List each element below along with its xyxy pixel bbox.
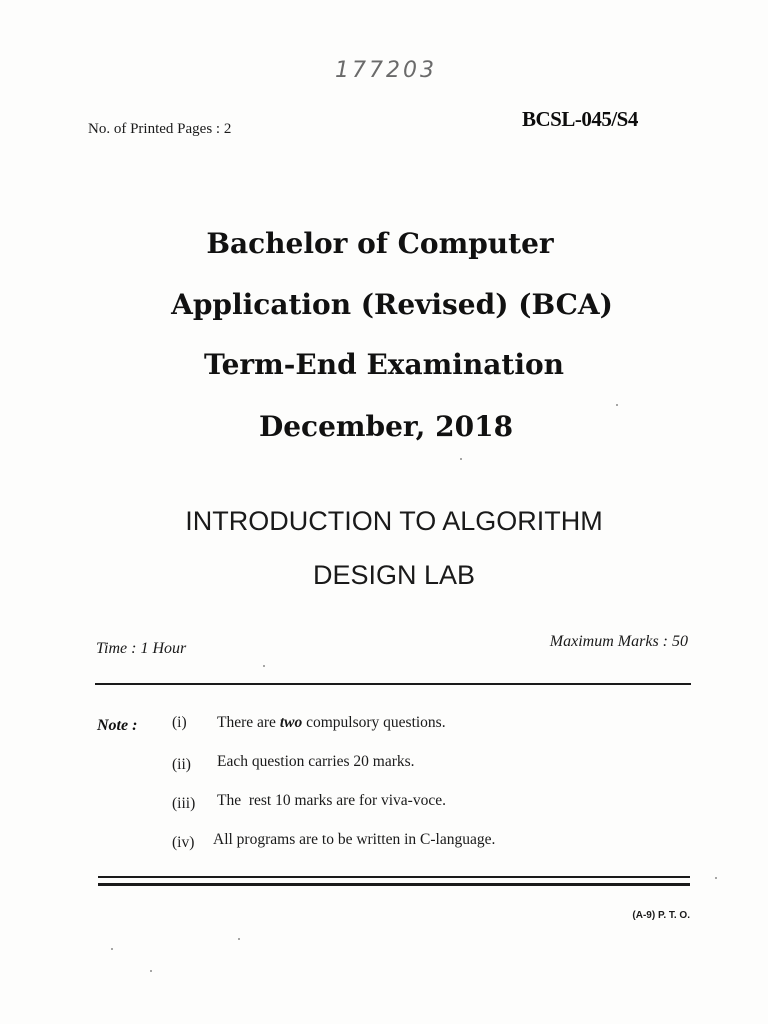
- exam-date: December, 2018: [258, 410, 514, 443]
- scan-speck: [715, 877, 717, 879]
- note-item-text: [217, 714, 446, 732]
- scan-speck: [616, 404, 618, 406]
- note-label: Note :: [97, 717, 138, 734]
- note-item-text: The rest 10 marks are for viva-voce.: [217, 792, 446, 809]
- scan-speck: [238, 938, 240, 940]
- title-line-1: Bachelor of Computer: [206, 227, 554, 260]
- note-item-number: (ii): [172, 756, 191, 773]
- divider-top: [95, 683, 691, 685]
- title-line-2: Application (Revised) (BCA): [171, 288, 613, 321]
- paper-code: BCSL-045/S4: [522, 107, 638, 131]
- note-item-number: (iv): [172, 834, 195, 851]
- scan-speck: [150, 970, 152, 972]
- note-item-number: (iii): [172, 795, 196, 812]
- divider-bottom-thin: [98, 876, 690, 878]
- note-item-text-pre: There are: [217, 714, 280, 731]
- handwritten-serial-number: 177203: [335, 58, 437, 83]
- subject-title-line-1: INTRODUCTION TO ALGORITHM: [185, 506, 603, 536]
- note-item-text-post: compulsory questions.: [302, 714, 446, 731]
- scan-speck: [263, 665, 265, 667]
- time-allowed: Time : 1 Hour: [96, 640, 187, 657]
- scan-speck: [111, 948, 113, 950]
- title-line-3: Term-End Examination: [203, 348, 564, 381]
- divider-bottom-thick: [98, 883, 690, 886]
- note-item-text: Each question carries 20 marks.: [217, 753, 415, 770]
- maximum-marks: Maximum Marks : 50: [549, 633, 688, 650]
- page-footer-pto: (A-9) P. T. O.: [632, 910, 690, 921]
- scan-speck: [460, 458, 462, 460]
- note-item-text: All programs are to be written in C-language.: [213, 831, 496, 848]
- note-item-number: (i): [172, 714, 187, 731]
- printed-pages-count: No. of Printed Pages : 2: [88, 121, 232, 137]
- subject-title-line-2: DESIGN LAB: [312, 560, 476, 590]
- note-item-emphasis: two: [279, 714, 303, 731]
